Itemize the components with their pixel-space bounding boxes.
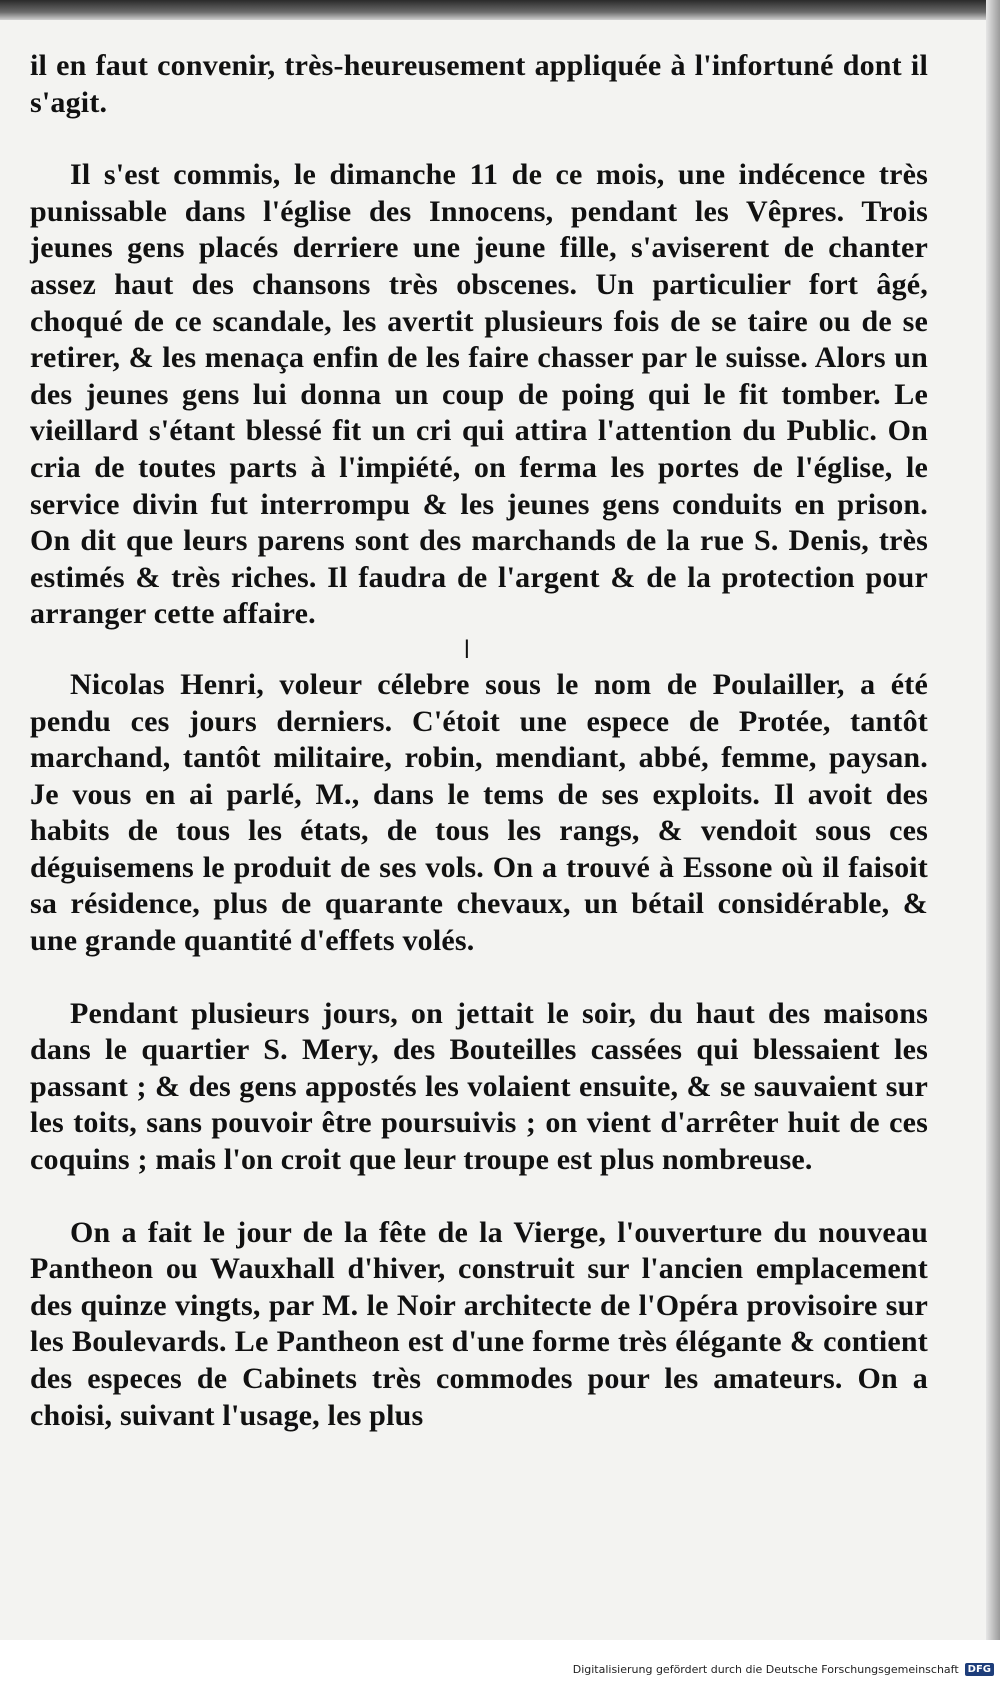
- page-text: [30, 48, 928, 1434]
- paragraph-poulailler: Nicolas Henri, voleur célebre sous le nom de Poulailler, a été pendu ces jours derniers. C'étoit une espece de Protée, tantôt marchand, tantôt militaire, robin, mendiant, abbé, femme, paysan. Je vous en ai parlé, M., dans le tems de ses exploits. Il avoit des habits de tous les états, de tous les rangs, & vendoit sous ces déguisemens le produit de ses vols. On a trouvé à Essone où il faisoit sa résidence, plus de quarante chevaux, un bétail considérable, & une grande quantité d'effets volés.: [30, 667, 928, 958]
- paragraph-continuation: il en faut convenir, très-heureusement appliquée à l'infortuné dont il s'agit.: [30, 49, 928, 119]
- paragraph-bouteilles: Pendant plusieurs jours, on jettait le soir, du haut des maisons dans le quartier S. Mery, des Bouteilles cassées qui blessaient les passant ; & des gens appostés les volaient ensuite, & se sauvaient sur les toits, sans pouvoir être poursuivis ; on vient d'arrêter huit de ces coquins ; mais l'on croit que leur troupe est plus nombreuse.: [30, 996, 928, 1177]
- dfg-logo: DFG: [965, 1663, 994, 1676]
- paragraph-innocens: Il s'est commis, le dimanche 11 de ce mois, une indécence très punissable dans l'église des Innocens, pendant les Vêpres. Trois jeunes gens placés derriere une jeune fille, s'aviserent de chanter assez haut des chansons très obscenes. Un particulier fort âgé, choqué de ce scandale, les avertit plusieurs fois de se taire ou de se retirer, & les menaça enfin de les faire chasser par le suisse. Alors un des jeunes gens lui donna un coup de poing qui le fit tomber. Le vieillard s'étant blessé fit un cri qui attira l'attention du Public. On cria de toutes parts à l'impiété, on ferma les portes de l'église, le service divin fut interrompu & les jeunes gens conduits en prison. On dit que leurs parens sont des marchands de la rue S. Denis, très estimés & très riches. Il faudra de l'argent & de la protection pour arranger cette affaire.: [30, 158, 928, 631]
- credit-text: Digitalisierung gefördert durch die Deutsche Forschungsgemeinschaft: [572, 1662, 959, 1676]
- scan-right-edge: [986, 0, 1000, 1640]
- paragraph-pantheon: On a fait le jour de la fête de la Vierge, l'ouverture du nouveau Pantheon ou Wauxhall d'hiver, construit sur l'ancien emplacement des quinze vingts, par M. le Noir architecte de l'Opéra provisoire sur les Boulevards. Le Pantheon est d'une forme très élégante & contient des especes de Cabinets très commodes pour les amateurs. On a choisi, suivant l'usage, les plus: [30, 1215, 928, 1432]
- scan-top-edge: [0, 0, 1000, 20]
- digitization-credit: [573, 1656, 994, 1682]
- divider-mark: ǀ: [464, 634, 470, 664]
